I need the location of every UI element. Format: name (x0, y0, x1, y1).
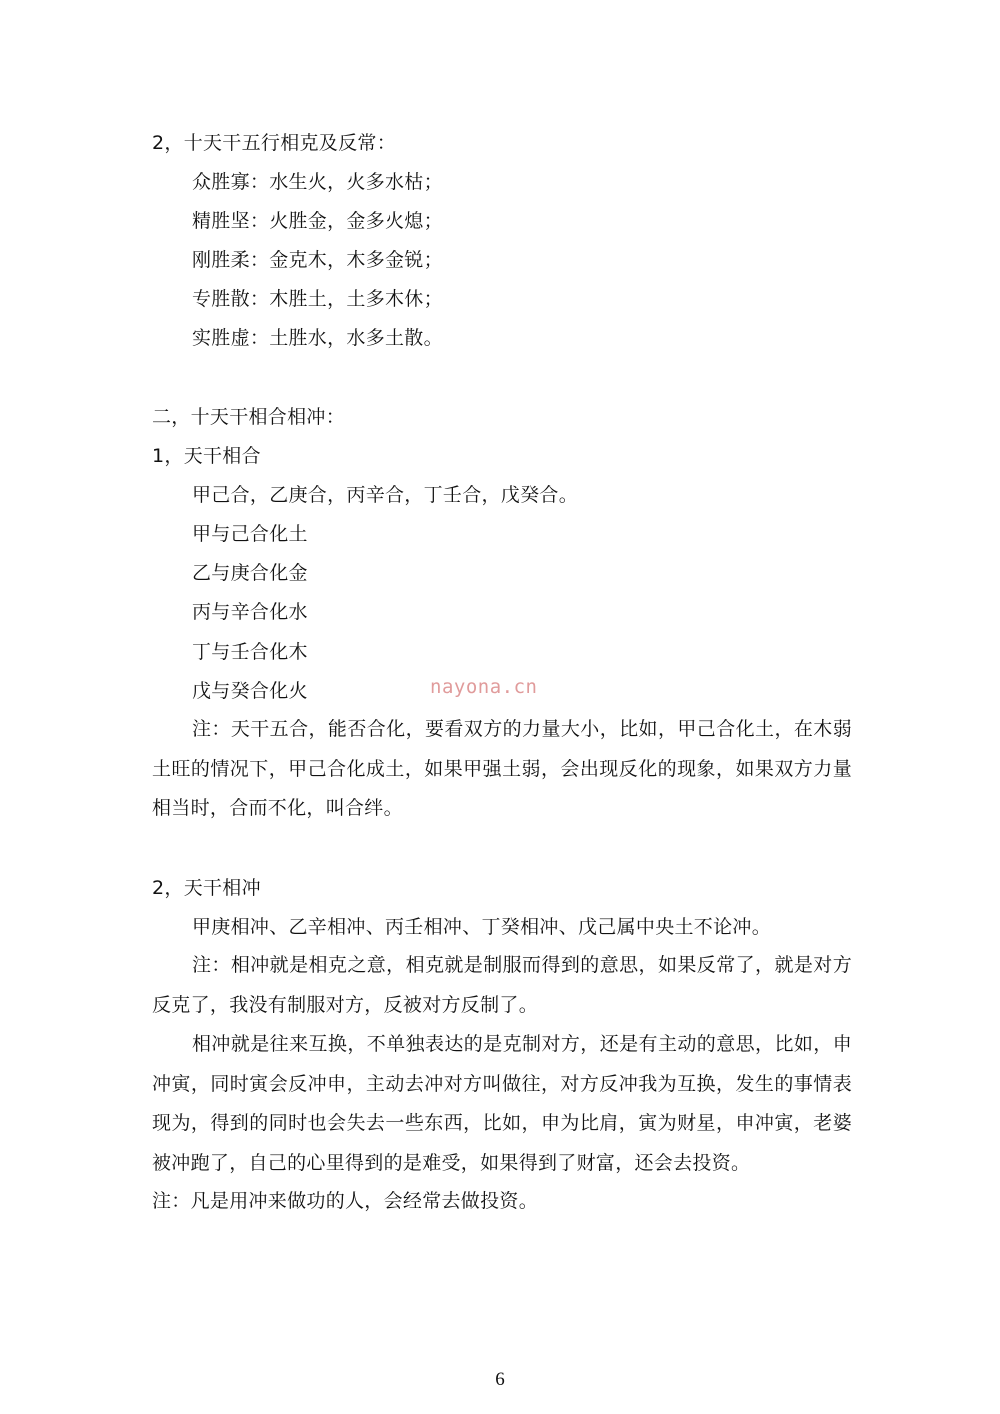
he-list-line: 丁与壬合化木 (192, 641, 308, 663)
he-list-line: 甲与己合化土 (192, 523, 308, 545)
chapter-heading: 二，十天干相合相冲： (152, 406, 346, 428)
he-list-line: 乙与庚合化金 (192, 562, 308, 584)
list-item: 专胜散：木胜土，土多木休； (192, 288, 443, 310)
he-list-line: 甲己合，乙庚合，丙辛合，丁壬合，戊癸合。 (192, 484, 579, 506)
he-list-line: 戊与癸合化火 (192, 680, 308, 702)
note-paragraph: 注：相冲就是相克之意，相克就是制服而得到的意思，如果反常了，就是对方反克了，我没有制服对方，反被对方反制了。 (152, 954, 852, 1016)
subsection-heading-2: 2，天干相冲 (152, 877, 261, 899)
chong-list-line: 甲庚相冲、乙辛相冲、丙壬相冲、丁癸相冲、戊己属中央土不论冲。 (192, 916, 772, 938)
page-number: 6 (495, 1369, 505, 1390)
watermark: nayona.cn (430, 676, 538, 698)
note-line: 注：凡是用冲来做功的人，会经常去做投资。 (152, 1190, 539, 1212)
list-item: 众胜寡：水生火，火多水枯； (192, 171, 443, 193)
list-item: 刚胜柔：金克木，木多金锐； (192, 249, 443, 271)
body-paragraph: 相冲就是往来互换，不单独表达的是克制对方，还是有主动的意思，比如，申冲寅，同时寅会反冲申，主动去冲对方叫做往，对方反冲我为互换，发生的事情表现为，得到的同时也会失去一些东西，比如，申为比肩，寅为财星，申冲寅，老婆被冲跑了，自己的心里得到的是难受，如果得到了财富，还会去投资。 (152, 1033, 852, 1174)
section-heading-2: 2，十天干五行相克及反常： (152, 132, 396, 154)
he-list-line: 丙与辛合化水 (192, 601, 308, 623)
list-item: 实胜虚：土胜水，水多土散。 (192, 327, 443, 349)
list-item: 精胜坚：火胜金，金多火熄； (192, 210, 443, 232)
subsection-heading-1: 1，天干相合 (152, 445, 261, 467)
note-paragraph: 注：天干五合，能否合化，要看双方的力量大小，比如，甲己合化土，在木弱土旺的情况下，甲己合化成土，如果甲强土弱，会出现反化的现象，如果双方力量相当时，合而不化，叫合绊。 (152, 718, 852, 819)
